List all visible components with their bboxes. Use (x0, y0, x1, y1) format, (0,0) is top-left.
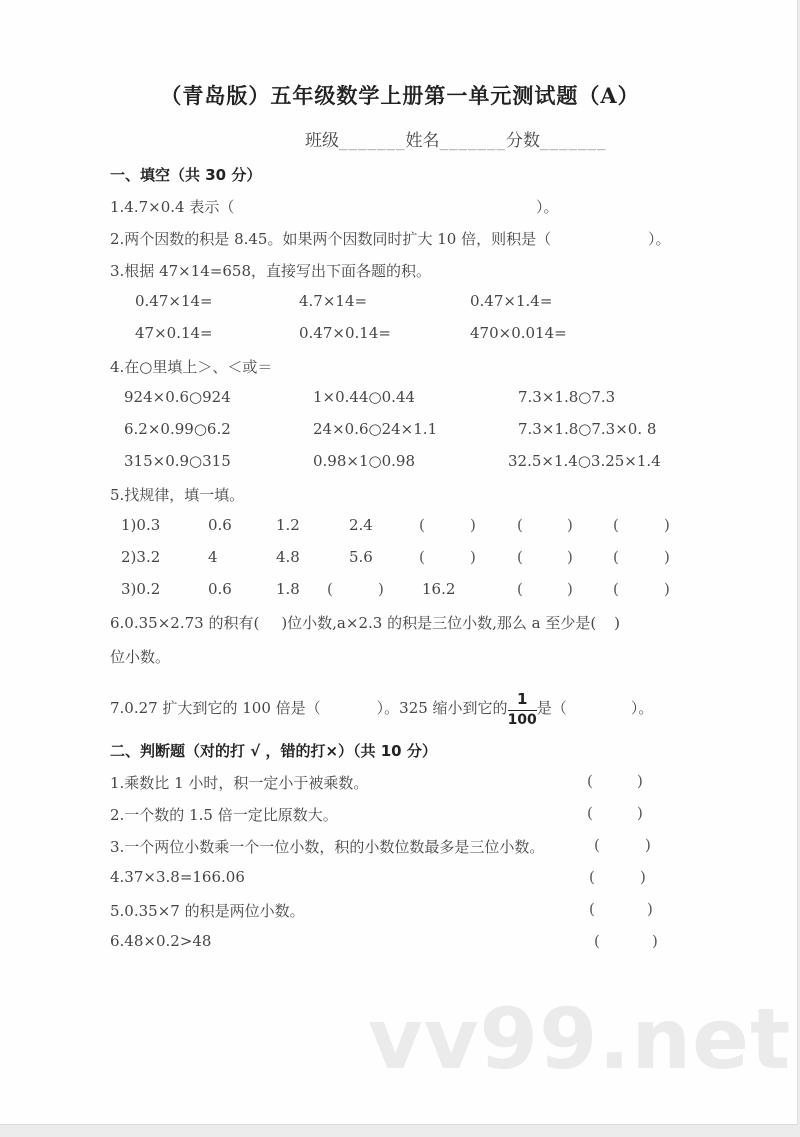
judge-close: ) (637, 772, 643, 790)
judge-open: ( (587, 772, 593, 790)
judge-item-5: 5.0.35×7 的积是两位小数。 (110, 902, 305, 920)
fraction-one-hundredth (507, 689, 537, 728)
blank-open: ( (419, 516, 425, 534)
question-text: 2.两个因数的积是 8.45。如果两个因数同时扩大 10 倍，则积是（ (110, 230, 552, 248)
question-1-3: 3.根据 47×14=658，直接写出下面各题的积。 (110, 262, 432, 280)
page-title: （青岛版）五年级数学上册第一单元测试题（A） (160, 83, 640, 108)
compare-item: 0.98×1○0.98 (313, 452, 415, 470)
question-text: 7.0.27 扩大到它的 100 倍是（ (110, 699, 321, 717)
calc-item: 47×0.14= (135, 324, 213, 342)
pattern-label: 3)0.2 (121, 580, 161, 598)
judge-open: ( (587, 804, 593, 822)
blank-close: ) (378, 580, 384, 598)
judge-item-4: 4.37×3.8=166.06 (110, 868, 245, 886)
question-text: 1.4.7×0.4 表示（ (110, 198, 235, 216)
question-1-1 (110, 196, 559, 217)
pattern-label: 2)3.2 (121, 548, 161, 566)
section1-heading: 一、填空（共 30 分） (110, 166, 262, 184)
judge-open: ( (594, 836, 600, 854)
blank-close: ) (470, 516, 476, 534)
blank-close: ) (664, 548, 670, 566)
name-label: 姓名 (405, 131, 440, 151)
calc-item: 4.7×14= (299, 292, 368, 310)
calc-item: 470×0.014= (470, 324, 567, 342)
question-text: ）。325 缩小到它的 (376, 699, 508, 717)
class-label: 班级 (305, 131, 339, 151)
blank-close: ) (664, 516, 670, 534)
pattern-item: 2.4 (349, 516, 373, 534)
judge-item-1: 1.乘数比 1 小时，积一定小于被乘数。 (110, 774, 369, 792)
pattern-item: 1.8 (276, 580, 300, 598)
blank-open: ( (517, 580, 523, 598)
student-info-line (305, 126, 607, 151)
calc-item: 0.47×0.14= (299, 324, 391, 342)
pattern-item: 5.6 (349, 548, 373, 566)
blank-open: ( (613, 580, 619, 598)
score-blank[interactable]: _______ (540, 131, 607, 151)
compare-item: 24×0.6○24×1.1 (313, 420, 438, 438)
section2-heading: 二、判断题（对的打 √ ，错的打×）（共 10 分） (110, 742, 437, 760)
blank-open: ( (613, 516, 619, 534)
blank-open: ( (517, 516, 523, 534)
pattern-item: 0.6 (208, 580, 232, 598)
watermark: vv99.net (368, 990, 792, 1088)
answer-close-paren: ）。 (648, 230, 671, 248)
compare-item: 32.5×1.4○3.25×1.4 (508, 452, 661, 470)
fraction-denominator: 100 (507, 711, 537, 728)
pattern-item: 4 (208, 548, 218, 566)
compare-item: 315×0.9○315 (124, 452, 231, 470)
judge-close: ) (645, 836, 651, 854)
question-text: 6.0.35×2.73 的积有( (110, 614, 260, 632)
blank-close: ) (470, 548, 476, 566)
blank-open: ( (517, 548, 523, 566)
question-text: )位小数,a×2.3 的积是三位小数,那么 a 至少是( (281, 614, 597, 632)
pattern-item: 16.2 (422, 580, 456, 598)
compare-item: 7.3×1.8○7.3×0. 8 (518, 420, 657, 438)
judge-open: ( (589, 868, 595, 886)
question-text: 是（ (536, 699, 567, 717)
question-1-7 (110, 690, 653, 727)
blank-close: ) (567, 548, 573, 566)
blank-close: ) (567, 516, 573, 534)
judge-close: ) (637, 804, 643, 822)
class-blank[interactable]: _______ (339, 131, 406, 151)
question-text: ) (614, 614, 621, 632)
judge-close: ) (640, 868, 646, 886)
compare-item: 1×0.44○0.44 (313, 388, 415, 406)
compare-item: 924×0.6○924 (124, 388, 231, 406)
pattern-item: 1.2 (276, 516, 300, 534)
question-1-5: 5.找规律，填一填。 (110, 486, 245, 504)
score-label: 分数 (506, 131, 540, 151)
pattern-label: 1)0.3 (121, 516, 161, 534)
blank-open: ( (327, 580, 333, 598)
fraction-numerator: 1 (508, 692, 537, 711)
compare-item: 7.3×1.8○7.3 (518, 388, 616, 406)
blank-close: ) (567, 580, 573, 598)
compare-item: 6.2×0.99○6.2 (124, 420, 231, 438)
calc-item: 0.47×14= (135, 292, 213, 310)
name-blank[interactable]: _______ (439, 131, 506, 151)
question-1-6-continued: 位小数。 (110, 648, 171, 666)
judge-open: ( (594, 932, 600, 950)
blank-open: ( (613, 548, 619, 566)
answer-close-paren: ）。 (536, 198, 559, 216)
question-1-4: 4.在○里填上＞、＜或＝ (110, 358, 273, 376)
calc-item: 0.47×1.4= (470, 292, 553, 310)
pattern-item: 4.8 (276, 548, 300, 566)
question-1-2 (110, 228, 671, 249)
judge-item-6: 6.48×0.2>48 (110, 932, 212, 950)
judge-item-3: 3.一个两位小数乘一个一位小数，积的小数位数最多是三位小数。 (110, 838, 545, 856)
judge-item-2: 2.一个数的 1.5 倍一定比原数大。 (110, 806, 338, 824)
judge-close: ) (647, 900, 653, 918)
pattern-item: 0.6 (208, 516, 232, 534)
question-text: ）。 (630, 699, 654, 717)
blank-close: ) (664, 580, 670, 598)
judge-close: ) (652, 932, 658, 950)
blank-open: ( (419, 548, 425, 566)
judge-open: ( (589, 900, 595, 918)
question-1-6 (110, 612, 620, 633)
